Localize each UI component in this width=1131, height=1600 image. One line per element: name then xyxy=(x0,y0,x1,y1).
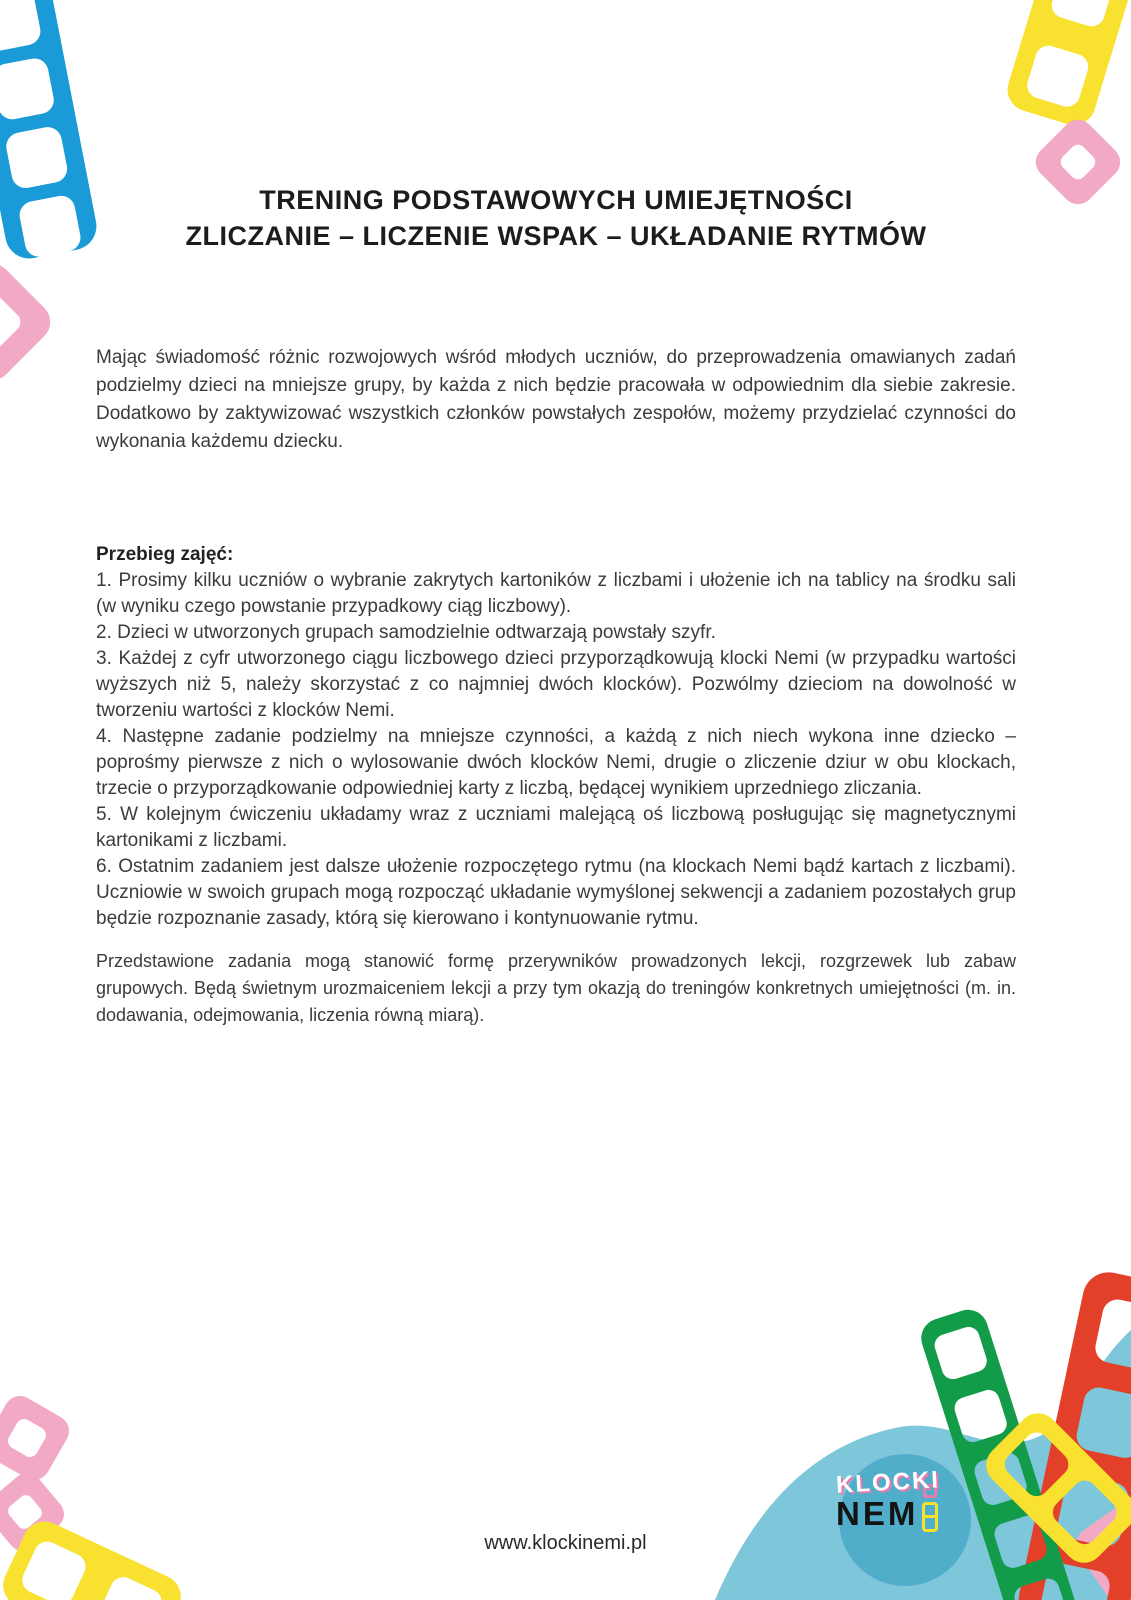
pink-frame-block-icon xyxy=(0,1390,75,1486)
step-item-6: 6. Ostatnim zadaniem jest dalsze ułożenie rozpoczętego rytmu (na klockach Nemi bądź kartach z liczbami). Uczniowie w swoich grupach mogą rozpocząć układanie wymyślonej sekwencji a zadaniem pozostałych grup będzie rozpoznanie zasady, którą się kierowano i kontynuowanie rytmu. xyxy=(96,856,1016,929)
intro-paragraph: Mając świadomość różnic rozwojowych wśród młodych uczniów, do przeprowadzenia omawianych zadań podzielmy dzieci na mniejsze grupy, by każda z nich będzie pracowała w odpowiednim dla siebie zakresie. Dodatkowo by zaktywizować wszystkich członków powstałych zespołów, możemy przydzielać czynności do wykonania każdemu dziecku. xyxy=(96,347,1016,452)
step-item-3: 3. Każdej z cyfr utworzonego ciągu liczbowego dzieci przyporządkowują klocki Nemi (w przypadku wartości wyższych niż 5, należy skorzystać z co najmniej dwóch klocków). Pozwólmy dzieciom na dowolność w tworzeniu wartości z klocków Nemi. xyxy=(96,648,1016,721)
footer-url[interactable]: www.klockinemi.pl xyxy=(484,1532,647,1554)
page-title xyxy=(96,182,1016,254)
document-page xyxy=(96,0,1016,1029)
page-title-line1: TRENING PODSTAWOWYCH UMIEJĘTNOŚCI xyxy=(259,185,853,215)
closing-paragraph: Przedstawione zadania mogą stanowić formę przerywników prowadzonych lekcji, rozgrzewek lub zabaw grupowych. Będą świetnym urozmaiceniem lekcji a przy tym okazją do treningów konkretnych umiejętności (m. in. dodawania, odejmowania, liczenia równą miarą). xyxy=(96,951,1016,1025)
logo-text-klocki: KLOCKI xyxy=(835,1466,941,1499)
step-item-4: 4. Następne zadanie podzielmy na mniejsze czynności, a każdą z nich niech wykona inne dziecko – poprośmy pierwsze z nich o wylosowanie dwóch klocków Nemi, drugie o zliczenie dziur w obu klockach, trzecie o przyporządkowanie odpowiedniej karty z liczbą, będącej wynikiem uprzedniego zliczania. xyxy=(96,726,1016,799)
page-title-line2: ZLICZANIE – LICZENIE WSPAK – UKŁADANIE RYTMÓW xyxy=(185,221,927,251)
pink-frame-block-icon xyxy=(1029,113,1127,211)
step-item-1: 1. Prosimy kilku uczniów o wybranie zakrytych kartoników z liczbami i ułożenie ich na tablicy na środku sali (w wyniku czego powstanie przypadkowy ciąg liczbowy). xyxy=(96,570,1016,617)
logo-text-nem: NEM xyxy=(836,1495,919,1532)
yellow-mini-block-icon xyxy=(922,1502,938,1532)
yellow-block-icon xyxy=(1002,0,1131,130)
pink-frame-block-icon xyxy=(0,256,58,389)
blue-ladder-block-icon xyxy=(0,0,101,263)
step-item-2: 2. Dzieci w utworzonych grupach samodzielnie odtwarzają powstały szyfr. xyxy=(96,622,716,643)
section-heading: Przebieg zajęć: xyxy=(96,544,234,565)
yellow-block-icon xyxy=(0,1514,188,1600)
klocki-nemi-logo xyxy=(836,1468,981,1573)
step-item-5: 5. W kolejnym ćwiczeniu układamy wraz z uczniami malejącą oś liczbową posługując się magnetycznymi kartonikami z liczbami. xyxy=(96,804,1016,851)
